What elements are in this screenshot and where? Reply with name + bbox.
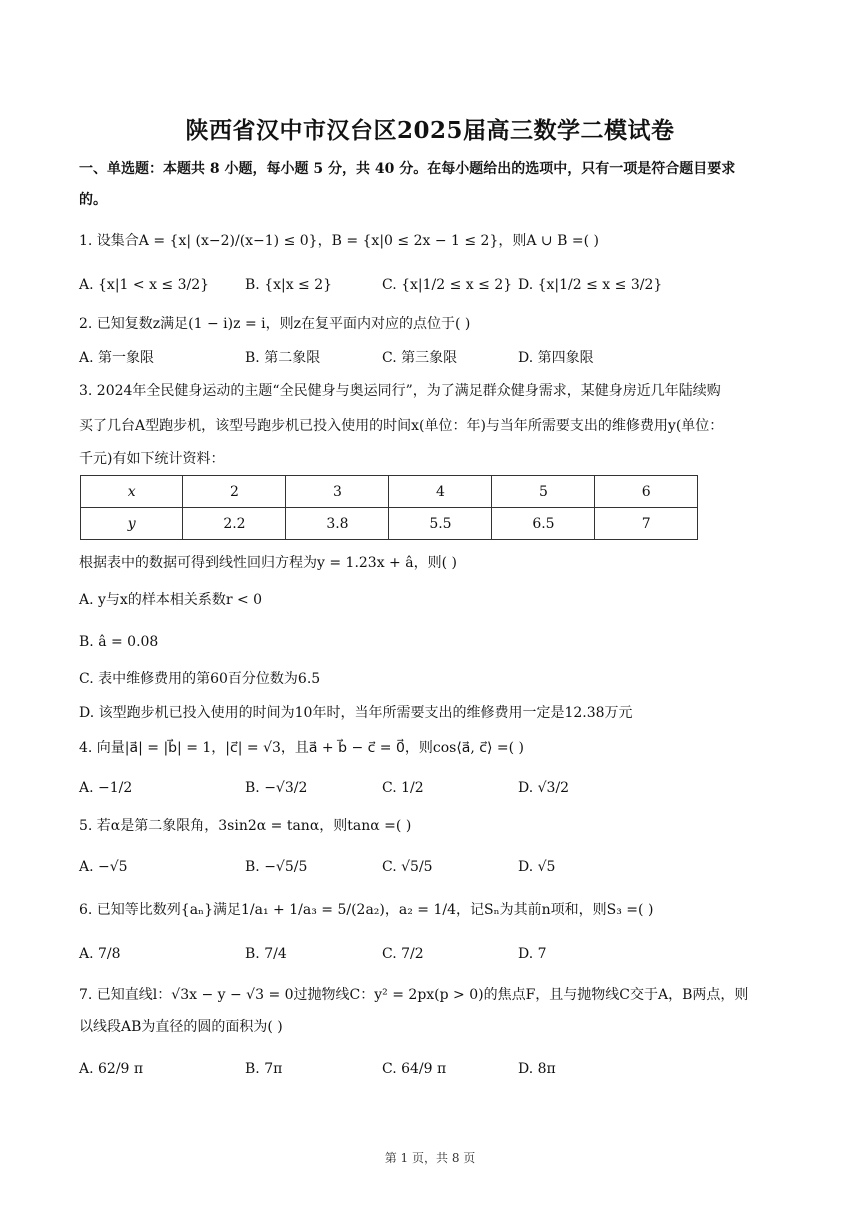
q6-option-b: B. 7/4 — [245, 946, 287, 962]
exam-title: 陕西省汉中市汉台区2025届高三数学二模试卷 — [185, 117, 675, 144]
q3-stem-line1: 3. 2024年全民健身运动的主题“全民健身与奥运同行”，为了满足群众健身需求，某健身房近几年陆续购 — [79, 383, 721, 399]
q7-option-b: B. 7π — [245, 1061, 283, 1077]
q1-option-a: A. {x|1 < x ≤ 3/2} — [79, 277, 210, 293]
q3-regression: 根据表中的数据可得到线性回归方程为y = 1.23x + â，则( ) — [79, 555, 457, 571]
section-heading-cont: 的。 — [79, 192, 107, 208]
table-cell: 6.5 — [492, 508, 595, 540]
q6-option-d: D. 7 — [518, 946, 547, 962]
q6-option-a: A. 7/8 — [79, 946, 121, 962]
table-cell: 2 — [183, 476, 286, 508]
q7-option-c: C. 64/9 π — [382, 1061, 447, 1077]
q7-option-d: D. 8π — [518, 1061, 556, 1077]
table-cell: 5 — [492, 476, 595, 508]
q4-option-a: A. −1/2 — [79, 780, 133, 796]
section-heading: 一、单选题：本题共 8 小题，每小题 5 分，共 40 分。在每小题给出的选项中，只有一项是符合题目要求 — [79, 161, 736, 177]
table-cell: 6 — [595, 476, 698, 508]
q1-option-c: C. {x|1/2 ≤ x ≤ 2} — [382, 277, 513, 293]
table-row-x — [81, 476, 698, 508]
table-cell: 2.2 — [183, 508, 286, 540]
table-cell: 3.8 — [286, 508, 389, 540]
q7-stem-line1: 7. 已知直线l：√3x − y − √3 = 0过抛物线C：y² = 2px(p > 0)的焦点F，且与抛物线C交于A，B两点，则 — [79, 987, 749, 1003]
q4-stem: 4. 向量|a⃗| = |b⃗| = 1，|c⃗| = √3，且a⃗ + b⃗ − c⃗ = 0⃗，则cos⟨a⃗, c⃗⟩ =( ) — [79, 740, 524, 756]
statistics-table — [80, 475, 698, 540]
q5-option-b: B. −√5/5 — [245, 859, 308, 875]
q7-stem-line2: 以线段AB为直径的圆的面积为( ) — [79, 1019, 283, 1035]
q3-stem-line2: 买了几台A型跑步机，该型号跑步机已投入使用的时间x(单位：年)与当年所需要支出的维修费用y(单位： — [79, 418, 724, 434]
table-cell: 7 — [595, 508, 698, 540]
q1-stem: 1. 设集合A = {x| (x−2)/(x−1) ≤ 0}，B = {x|0 ≤ 2x − 1 ≤ 2}，则A ∪ B =( ) — [79, 233, 599, 249]
table-cell: 5.5 — [389, 508, 492, 540]
q4-option-c: C. 1/2 — [382, 780, 424, 796]
q2-option-a: A. 第一象限 — [79, 350, 155, 366]
q7-option-a: A. 62/9 π — [79, 1061, 144, 1077]
page-footer: 第 1 页，共 8 页 — [384, 1151, 476, 1165]
q3-stem-line3: 千元)有如下统计资料： — [79, 451, 225, 467]
q2-option-d: D. 第四象限 — [518, 350, 594, 366]
table-cell: 3 — [286, 476, 389, 508]
table-cell: 4 — [389, 476, 492, 508]
q3-option-d: D. 该型跑步机已投入使用的时间为10年时，当年所需要支出的维修费用一定是12.38万元 — [79, 705, 633, 721]
q3-option-b: B. â = 0.08 — [79, 634, 159, 650]
q1-option-b: B. {x|x ≤ 2} — [245, 277, 333, 293]
q4-option-b: B. −√3/2 — [245, 780, 308, 796]
table-cell: y — [81, 508, 183, 540]
q1-option-d: D. {x|1/2 ≤ x ≤ 3/2} — [518, 277, 663, 293]
q2-option-b: B. 第二象限 — [245, 350, 321, 366]
q3-option-c: C. 表中维修费用的第60百分位数为6.5 — [79, 671, 321, 687]
q5-option-d: D. √5 — [518, 859, 556, 875]
table-row-y — [81, 508, 698, 540]
table-cell: x — [81, 476, 183, 508]
q6-option-c: C. 7/2 — [382, 946, 424, 962]
q3-option-a: A. y与x的样本相关系数r < 0 — [79, 592, 263, 608]
q5-stem: 5. 若α是第二象限角，3sin2α = tanα，则tanα =( ) — [79, 818, 412, 834]
q6-stem: 6. 已知等比数列{aₙ}满足1/a₁ + 1/a₃ = 5/(2a₂)，a₂ = 1/4，记Sₙ为其前n项和，则S₃ =( ) — [79, 902, 654, 918]
q5-option-a: A. −√5 — [79, 859, 128, 875]
q2-option-c: C. 第三象限 — [382, 350, 458, 366]
q5-option-c: C. √5/5 — [382, 859, 433, 875]
q2-stem: 2. 已知复数z满足(1 − i)z = i，则z在复平面内对应的点位于( ) — [79, 316, 471, 332]
q4-option-d: D. √3/2 — [518, 780, 570, 796]
